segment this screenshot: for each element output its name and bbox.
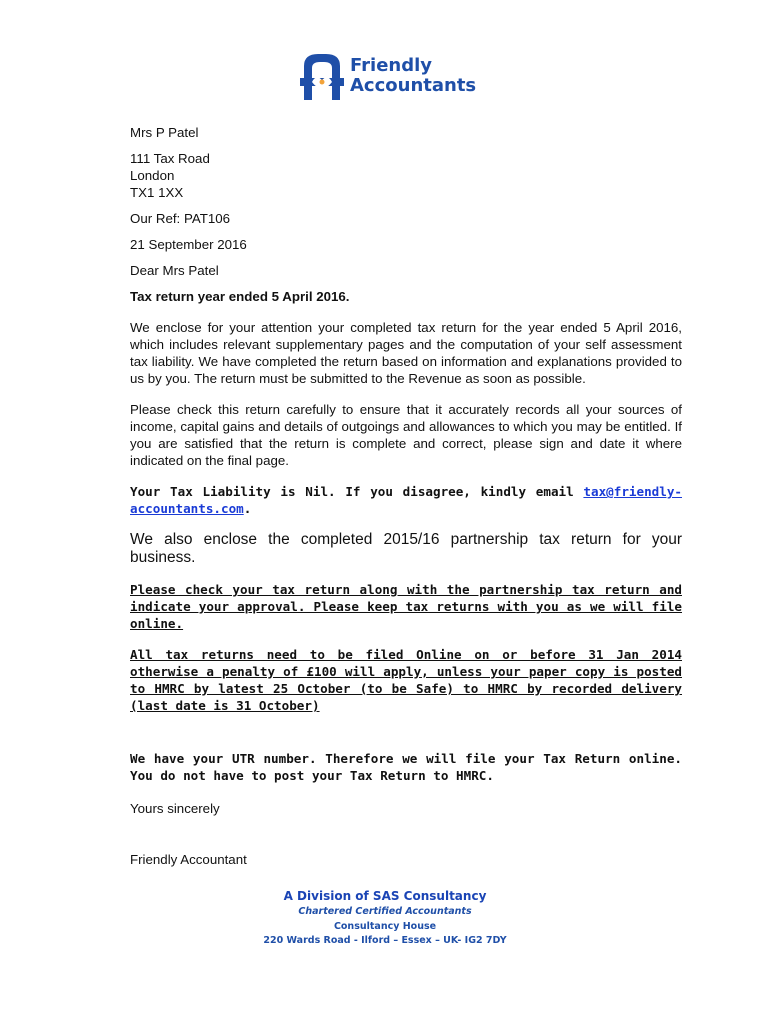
paragraph-7: We have your UTR number. Therefore we will file your Tax Return online. You do not have to post your Tax Return to HMRC. [130, 751, 682, 783]
paragraph-1: We enclose for your attention your completed tax return for the year ended 5 April 2016, which includes relevant supplementary pages and the computation of your self assessment tax liability. We have completed the return based on information and explanations provided to us by you. The return must be submitted to the Revenue as soon as possible. [130, 320, 682, 386]
address-line-3: TX1 1XX [130, 185, 184, 200]
letter-body [130, 124, 682, 868]
closing: Yours sincerely [130, 801, 220, 816]
paragraph-5: Please check your tax return along with the partnership tax return and indicate your approval. Please keep tax returns with you as we will file online. [130, 582, 682, 631]
logo-text [350, 56, 476, 96]
company-logo [300, 52, 480, 104]
recipient-address [130, 150, 682, 201]
letter-date: 21 September 2016 [130, 237, 247, 252]
salutation: Dear Mrs Patel [130, 263, 219, 278]
address-line-2: London [130, 168, 175, 183]
address-line-1: 111 Tax Road [130, 151, 210, 166]
paragraph-2: Please check this return carefully to ensure that it accurately records all your sources of income, capital gains and details of outgoings and allowances to which you may be entitled. If you are satisfied that the return is complete and correct, please sign and date it where indicated on the final page. [130, 402, 682, 468]
friendly-accountants-logo-icon [300, 52, 344, 102]
subject-heading: Tax return year ended 5 April 2016. [130, 289, 350, 304]
paragraph-3-end: . [243, 501, 252, 516]
paragraph-4: We also enclose the completed 2015/16 partnership tax return for your business. [130, 531, 682, 566]
email-link[interactable]: tax@friendly-accountants.com [130, 484, 682, 516]
logo-line-1: Friendly [350, 55, 433, 76]
footer-building: Consultancy House [333, 921, 437, 932]
signature: Friendly Accountant [130, 852, 247, 867]
paragraph-6: All tax returns need to be filed Online on or before 31 Jan 2014 otherwise a penalty of £100 will apply, unless your paper copy is posted to HMRC by latest 25 October (to be Safe) to HMRC by recorded delivery (last date is 31 October) [130, 647, 682, 713]
paragraph-3 [130, 483, 682, 517]
footer-accreditation: Chartered Certified Accountants [298, 906, 472, 917]
footer-division: A Division of SAS Consultancy [283, 889, 487, 903]
footer-address: 220 Wards Road - Ilford – Essex – UK- IG2 7DY [263, 935, 507, 946]
reference: Our Ref: PAT106 [130, 211, 231, 226]
logo-line-2: Accountants [350, 75, 477, 96]
tax-liability-text: Your Tax Liability is Nil. If you disagree, kindly email [130, 484, 584, 499]
recipient-name: Mrs P Patel [130, 125, 199, 140]
